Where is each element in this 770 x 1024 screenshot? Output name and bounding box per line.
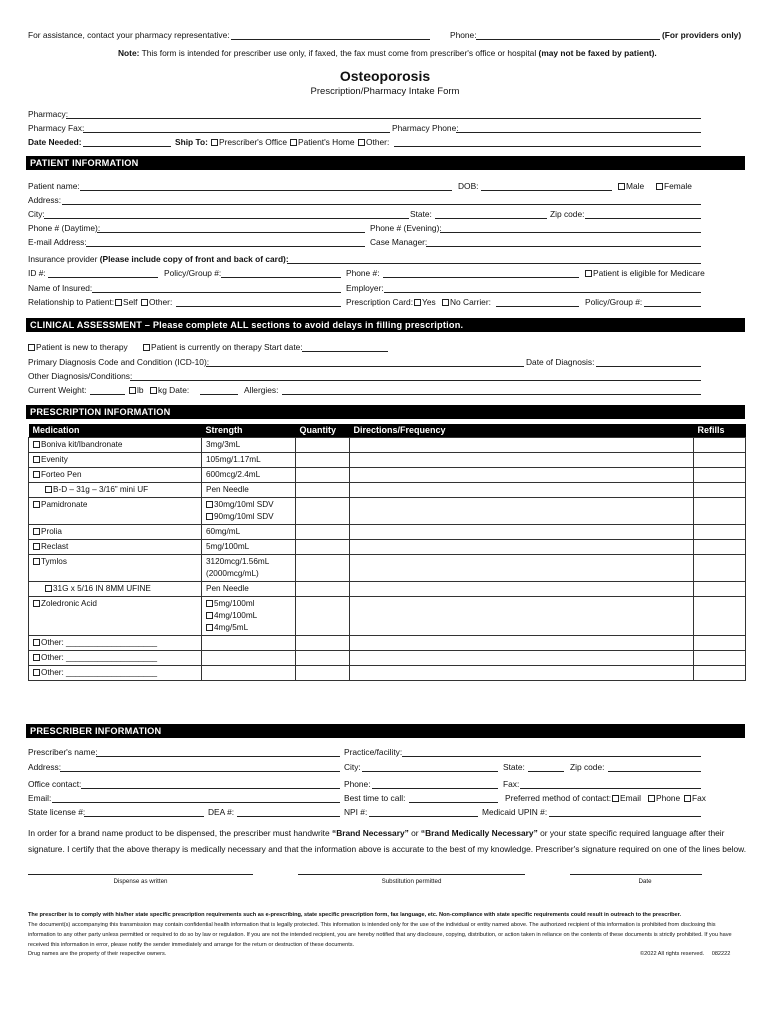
checkbox-icon[interactable] <box>206 513 213 520</box>
dx-date-label: Date of Diagnosis: <box>526 357 595 367</box>
directions-cell[interactable] <box>350 437 694 452</box>
strength-cell <box>202 554 296 581</box>
directions-cell[interactable] <box>350 596 694 635</box>
col-strength: Strength <box>202 424 296 437</box>
medication-row <box>29 437 746 452</box>
medication-cell[interactable] <box>29 650 202 665</box>
checkbox-icon[interactable] <box>28 344 35 351</box>
refills-cell[interactable] <box>694 596 746 635</box>
prescriber-name-label: Prescriber's name: <box>28 747 98 757</box>
medication-name: Prolia <box>41 526 62 536</box>
medication-name: Forteo Pen <box>41 469 82 479</box>
strength-value: 90mg/10ml SDV <box>214 511 274 521</box>
rx-card-label: Prescription Card: <box>346 297 414 307</box>
medication-cell[interactable] <box>29 497 202 524</box>
strength-cell <box>202 482 296 497</box>
refills-cell[interactable] <box>694 581 746 596</box>
strength-value: 5mg/100ml <box>214 598 255 608</box>
policy2-label: Policy/Group #: <box>585 297 643 307</box>
copyright: ©2022 All rights reserved. 082222 <box>640 951 731 957</box>
strength-option <box>206 454 291 466</box>
strength-value: Pen Needle <box>206 583 249 593</box>
medication-name: B-D – 31g – 3/16” mini UF <box>53 484 149 494</box>
quantity-cell[interactable] <box>296 596 350 635</box>
checkbox-icon[interactable] <box>206 624 213 631</box>
quantity-cell[interactable] <box>296 539 350 554</box>
strength-option <box>206 568 291 580</box>
medication-name: Other: ____________________ <box>41 652 158 662</box>
prescriber-phone-label: Phone: <box>344 779 371 789</box>
primary-dx-field[interactable] <box>206 366 524 367</box>
medication-cell[interactable] <box>29 635 202 650</box>
patient-name-field[interactable] <box>80 190 452 191</box>
strength-value: 600mcg/2.4mL <box>206 469 261 479</box>
checkbox-icon[interactable] <box>33 654 40 661</box>
ship-other-option[interactable]: Other: <box>358 137 389 147</box>
phone-eve-field[interactable] <box>440 232 701 233</box>
directions-cell[interactable] <box>350 524 694 539</box>
medication-row <box>29 497 746 524</box>
medication-cell[interactable] <box>29 539 202 554</box>
dispense-label: Dispense as written <box>113 878 168 885</box>
prescriber-email-label: Email: <box>28 793 52 803</box>
refills-cell[interactable] <box>694 650 746 665</box>
quantity-cell[interactable] <box>296 665 350 680</box>
checkbox-icon[interactable] <box>143 344 150 351</box>
medication-name: Zoledronic Acid <box>41 598 97 608</box>
prescriber-state-field[interactable] <box>528 771 564 772</box>
prescriber-section-header: PRESCRIBER INFORMATION <box>26 724 745 738</box>
id-field[interactable] <box>48 277 158 278</box>
pref-fax-option[interactable]: Fax <box>684 793 706 803</box>
office-contact-label: Office contact: <box>28 779 82 789</box>
strength-value: 4mg/100mL <box>214 610 258 620</box>
strength-option[interactable] <box>206 511 291 523</box>
office-contact-field[interactable] <box>81 788 340 789</box>
prescriber-state-label: State: <box>503 762 525 772</box>
assist-phone-label: Phone: <box>450 30 477 40</box>
self-option[interactable]: Self <box>115 297 137 307</box>
signature-date-label: Date <box>638 878 652 885</box>
quantity-cell[interactable] <box>296 497 350 524</box>
refills-cell[interactable] <box>694 665 746 680</box>
strength-cell <box>202 467 296 482</box>
prescriber-fax-field[interactable] <box>520 788 701 789</box>
other-dx-field[interactable] <box>130 380 701 381</box>
directions-cell[interactable] <box>350 467 694 482</box>
checkbox-icon[interactable] <box>33 669 40 676</box>
checkbox-icon[interactable] <box>442 299 449 306</box>
medication-row <box>29 467 746 482</box>
primary-dx-label: Primary Diagnosis Code and Condition (ICD-10): <box>28 357 210 367</box>
pharmacy-label: Pharmacy: <box>28 109 69 119</box>
page-subtitle: Prescription/Pharmacy Intake Form <box>310 86 460 97</box>
refills-cell[interactable] <box>694 524 746 539</box>
strength-cell <box>202 437 296 452</box>
checkbox-icon[interactable] <box>129 387 136 394</box>
medication-row <box>29 635 746 650</box>
dob-field[interactable] <box>481 190 612 191</box>
weight-field[interactable] <box>90 394 125 395</box>
checkbox-icon[interactable] <box>206 501 213 508</box>
medication-cell[interactable] <box>29 665 202 680</box>
checkbox-icon[interactable] <box>684 795 691 802</box>
patient-state-field[interactable] <box>435 218 547 219</box>
relationship-label: Relationship to Patient: <box>28 297 115 307</box>
case-manager-label: Case Manager: <box>370 237 428 247</box>
note-bold: (may not be faxed by patient). <box>538 48 657 58</box>
checkbox-icon[interactable] <box>33 471 40 478</box>
relationship-other-field[interactable] <box>176 306 341 307</box>
col-refills: Refills <box>694 424 746 437</box>
prescription-header-row <box>29 424 746 437</box>
pharmacy-phone-label: Pharmacy Phone: <box>392 123 459 133</box>
note-text: This form is intended for prescriber use only, if faxed, the fax must come from prescriber's office or hospital <box>141 48 537 58</box>
patient-address-field[interactable] <box>62 204 701 205</box>
current-therapy-option[interactable]: Patient is currently on therapy <box>143 342 262 352</box>
signature-date-line[interactable] <box>570 874 702 875</box>
checkbox-icon[interactable] <box>612 795 619 802</box>
strength-option <box>206 439 291 451</box>
medicaid-field[interactable] <box>549 816 701 817</box>
checkbox-icon[interactable] <box>290 139 297 146</box>
confidentiality-notice: The document(s) accompanying this transmission may contain confidential health information that is legally protected. This information is intended only for the use of the individual or entity named above. The authorized recipient of this information is prohibited from disclosing this information to any other party unless permitted or required to do so by law or regulation. If you are not the intended recipient, you are hereby notified that any disclosure, copying, distribution, or action taken in reliance on the contents of these documents is strictly prohibited. If you have received this information in error, please notify the sender immediately and arrange for the return or destruction of these documents. <box>28 922 732 948</box>
prescription-table <box>28 424 746 681</box>
providers-only: (For providers only) <box>662 30 742 40</box>
checkbox-icon[interactable] <box>33 528 40 535</box>
checkbox-icon[interactable] <box>33 456 40 463</box>
directions-cell[interactable] <box>350 650 694 665</box>
refills-cell[interactable] <box>694 497 746 524</box>
refills-cell[interactable] <box>694 635 746 650</box>
medication-name: Evenity <box>41 454 68 464</box>
phone-eve-label: Phone # (Evening): <box>370 223 442 233</box>
checkbox-icon[interactable] <box>585 270 592 277</box>
checkbox-icon[interactable] <box>358 139 365 146</box>
strength-value: 60mg/mL <box>206 526 241 536</box>
quantity-cell[interactable] <box>296 650 350 665</box>
relationship-other-option[interactable]: Other: <box>141 297 172 307</box>
patient-state-label: State: <box>410 209 432 219</box>
checkbox-icon[interactable] <box>206 612 213 619</box>
insurance-phone-field[interactable] <box>383 277 579 278</box>
practice-field[interactable] <box>402 756 701 757</box>
policy-field[interactable] <box>221 277 341 278</box>
policy-label: Policy/Group #: <box>164 268 222 278</box>
best-time-label: Best time to call: <box>344 793 406 803</box>
dispense-signature-line[interactable] <box>28 874 253 875</box>
refills-cell[interactable] <box>694 482 746 497</box>
practice-label: Practice/facility: <box>344 747 403 757</box>
employer-label: Employer: <box>346 283 384 293</box>
allergies-label: Allergies: <box>244 385 279 395</box>
patient-zip-label: Zip code: <box>550 209 585 219</box>
date-needed-label: Date Needed: <box>28 137 82 147</box>
strength-value: (2000mcg/mL) <box>206 568 259 578</box>
state-license-field[interactable] <box>84 816 204 817</box>
kg-option[interactable]: kg Date: <box>150 385 189 395</box>
ship-other-field[interactable] <box>394 146 701 147</box>
prescriber-city-label: City: <box>344 762 361 772</box>
quantity-cell[interactable] <box>296 482 350 497</box>
medication-row <box>29 650 746 665</box>
strength-option <box>206 526 291 538</box>
quantity-cell[interactable] <box>296 581 350 596</box>
pharmacy-fax-label: Pharmacy Fax: <box>28 123 85 133</box>
patient-address-label: Address: <box>28 195 62 205</box>
quantity-cell[interactable] <box>296 467 350 482</box>
quantity-cell[interactable] <box>296 452 350 467</box>
medication-name: Other: ____________________ <box>41 667 158 677</box>
patient-zip-field[interactable] <box>585 218 701 219</box>
medication-cell[interactable] <box>29 524 202 539</box>
refills-cell[interactable] <box>694 467 746 482</box>
page-title: Osteoporosis <box>339 68 431 84</box>
checkbox-icon[interactable] <box>211 139 218 146</box>
prescriber-address-label: Address: <box>28 762 62 772</box>
quantity-cell[interactable] <box>296 554 350 581</box>
checkbox-icon[interactable] <box>33 501 40 508</box>
weight-date-field[interactable] <box>200 394 238 395</box>
strength-cell <box>202 596 296 635</box>
strength-value: 105mg/1.17mL <box>206 454 261 464</box>
email-label: E-mail Address: <box>28 237 87 247</box>
refills-cell[interactable] <box>694 539 746 554</box>
refills-cell[interactable] <box>694 452 746 467</box>
directions-cell[interactable] <box>350 452 694 467</box>
medicare-option[interactable]: Patient is eligible for Medicare <box>585 268 705 278</box>
strength-value: 3120mcg/1.56mL <box>206 556 270 566</box>
strength-cell <box>202 524 296 539</box>
preferred-contact-label: Preferred method of contact: <box>505 793 612 803</box>
state-license-label: State license #: <box>28 807 86 817</box>
prescriber-email-field[interactable] <box>52 802 340 803</box>
compliance-notice: The prescriber is to comply with his/her state specific prescription requirements such as e-prescribing, state specific prescription form, fax language, etc. Non-compliance with state specific requirements could result in outreach to the prescriber. <box>28 912 682 918</box>
assist-label: For assistance, contact your pharmacy representative: <box>28 30 230 40</box>
patient-name-label: Patient name: <box>28 181 80 191</box>
npi-label: NPI #: <box>344 807 368 817</box>
col-directions: Directions/Frequency <box>350 424 694 437</box>
checkbox-icon[interactable] <box>33 600 40 607</box>
policy2-field[interactable] <box>644 306 701 307</box>
dob-label: DOB: <box>458 181 479 191</box>
medication-name: Pamidronate <box>41 499 88 509</box>
insurance-phone-label: Phone #: <box>346 268 380 278</box>
prescriber-city-field[interactable] <box>362 771 498 772</box>
medication-name: 31G x 5/16 IN 8MM UFINE <box>53 583 151 593</box>
pharmacy-field[interactable] <box>66 118 701 119</box>
strength-value: 5mg/100mL <box>206 541 250 551</box>
dea-field[interactable] <box>237 816 340 817</box>
medication-cell[interactable] <box>29 467 202 482</box>
checkbox-icon[interactable] <box>45 585 52 592</box>
col-medication: Medication <box>29 424 202 437</box>
medication-row <box>29 482 746 497</box>
note-label: Note: <box>118 48 140 58</box>
substitution-label: Substitution permitted <box>381 878 442 885</box>
medication-cell[interactable] <box>29 554 202 581</box>
medication-row <box>29 554 746 581</box>
checkbox-icon[interactable] <box>414 299 421 306</box>
medication-cell[interactable] <box>29 437 202 452</box>
ship-to-label: Ship To: <box>175 137 208 147</box>
allergies-field[interactable] <box>282 394 701 395</box>
insurance-provider-field[interactable] <box>287 263 701 264</box>
checkbox-icon[interactable] <box>33 441 40 448</box>
checkbox-icon[interactable] <box>33 639 40 646</box>
col-quantity: Quantity <box>296 424 350 437</box>
quantity-cell[interactable] <box>296 437 350 452</box>
quantity-cell[interactable] <box>296 635 350 650</box>
strength-option[interactable] <box>206 610 291 622</box>
directions-cell[interactable] <box>350 554 694 581</box>
ship-prescriber-option[interactable]: Prescriber's Office <box>211 137 287 147</box>
pref-email-option[interactable]: Email <box>612 793 641 803</box>
strength-cell <box>202 581 296 596</box>
directions-cell[interactable] <box>350 665 694 680</box>
lb-option[interactable]: lb <box>129 385 144 395</box>
strength-value: 4mg/5mL <box>214 622 249 632</box>
prescriber-zip-field[interactable] <box>608 771 701 772</box>
substitution-signature-line[interactable] <box>298 874 525 875</box>
case-manager-field[interactable] <box>426 246 701 247</box>
strength-option <box>206 556 291 568</box>
start-date-label: Start date: <box>264 342 303 352</box>
prescription-section-header: PRESCRIPTION INFORMATION <box>26 405 745 419</box>
prescriber-address-field[interactable] <box>60 771 340 772</box>
directions-cell[interactable] <box>350 581 694 596</box>
medication-cell[interactable] <box>29 482 202 497</box>
refills-cell[interactable] <box>694 554 746 581</box>
new-therapy-option[interactable]: Patient is new to therapy <box>28 342 128 352</box>
checkbox-icon[interactable] <box>648 795 655 802</box>
male-option[interactable]: Male <box>618 181 644 191</box>
refills-cell[interactable] <box>694 437 746 452</box>
strength-option <box>206 583 291 595</box>
insured-label: Name of Insured: <box>28 283 93 293</box>
directions-cell[interactable] <box>350 497 694 524</box>
employer-field[interactable] <box>384 292 701 293</box>
checkbox-icon[interactable] <box>141 299 148 306</box>
patient-city-field[interactable] <box>44 218 409 219</box>
brand-instructions: In order for a brand name product to be dispensed, the prescriber must handwrite “Brand Necessary” or “Brand Medically Necessary” or your state specific required language after their <box>28 828 725 838</box>
strength-option[interactable] <box>206 622 291 634</box>
no-carrier-option[interactable]: No Carrier: <box>442 297 491 307</box>
directions-cell[interactable] <box>350 482 694 497</box>
female-option[interactable]: Female <box>656 181 692 191</box>
medication-name: Reclast <box>41 541 69 551</box>
checkbox-icon[interactable] <box>150 387 157 394</box>
id-label: ID #: <box>28 268 46 278</box>
strength-option[interactable] <box>206 598 291 610</box>
strength-cell <box>202 635 296 650</box>
checkbox-icon[interactable] <box>33 543 40 550</box>
checkbox-icon[interactable] <box>656 183 663 190</box>
pref-phone-option[interactable]: Phone <box>648 793 680 803</box>
rep-phone-line[interactable] <box>476 39 660 40</box>
dx-date-field[interactable] <box>596 366 701 367</box>
strength-value: 30mg/10ml SDV <box>214 499 274 509</box>
checkbox-icon[interactable] <box>33 558 40 565</box>
strength-value: 3mg/3mL <box>206 439 241 449</box>
medication-name: Tymlos <box>41 556 67 566</box>
quantity-cell[interactable] <box>296 524 350 539</box>
medicaid-label: Medicaid UPIN #: <box>482 807 548 817</box>
ship-home-option[interactable]: Patient's Home <box>290 137 355 147</box>
weight-label: Current Weight: <box>28 385 87 395</box>
strength-cell <box>202 539 296 554</box>
other-dx-label: Other Diagnosis/Conditions: <box>28 371 133 381</box>
prescriber-fax-label: Fax: <box>503 779 520 789</box>
prescriber-zip-label: Zip code: <box>570 762 605 772</box>
dea-label: DEA #: <box>208 807 235 817</box>
checkbox-icon[interactable] <box>206 600 213 607</box>
insured-field[interactable] <box>92 292 341 293</box>
medication-row <box>29 596 746 635</box>
email-field[interactable] <box>86 246 365 247</box>
medication-name: Boniva kit/Ibandronate <box>41 439 123 449</box>
strength-cell <box>202 497 296 524</box>
phone-day-field[interactable] <box>97 232 365 233</box>
strength-option[interactable] <box>206 499 291 511</box>
checkbox-icon[interactable] <box>115 299 122 306</box>
medication-row <box>29 452 746 467</box>
clinical-section-header: CLINICAL ASSESSMENT – Please complete ALL sections to avoid delays in filling prescription. <box>26 318 745 332</box>
medication-row <box>29 665 746 680</box>
medication-row <box>29 581 746 596</box>
start-date-field[interactable] <box>302 351 388 352</box>
npi-field[interactable] <box>369 816 478 817</box>
strength-cell <box>202 650 296 665</box>
directions-cell[interactable] <box>350 635 694 650</box>
note-line <box>118 48 657 58</box>
medication-cell[interactable] <box>29 581 202 596</box>
strength-option <box>206 541 291 553</box>
medication-row <box>29 524 746 539</box>
patient-section-header: PATIENT INFORMATION <box>26 156 745 170</box>
directions-cell[interactable] <box>350 539 694 554</box>
prescriber-name-field[interactable] <box>96 756 340 757</box>
insurance-provider-label: Insurance provider (Please include copy of front and back of card): <box>28 254 289 264</box>
strength-cell <box>202 452 296 467</box>
medication-cell[interactable] <box>29 452 202 467</box>
no-carrier-field[interactable] <box>496 306 579 307</box>
pharmacy-fax-field[interactable] <box>83 132 390 133</box>
medication-row <box>29 539 746 554</box>
rep-name-line[interactable] <box>231 39 430 40</box>
checkbox-icon[interactable] <box>618 183 625 190</box>
drug-names-notice: Drug names are the property of their respective owners. <box>28 951 167 957</box>
date-needed-field[interactable] <box>83 146 171 147</box>
strength-option <box>206 484 291 496</box>
medication-name: Other: ____________________ <box>41 637 158 647</box>
prescriber-phone-field[interactable] <box>372 788 498 789</box>
best-time-field[interactable] <box>409 802 498 803</box>
strength-cell <box>202 665 296 680</box>
strength-option <box>206 469 291 481</box>
rx-card-yes-option[interactable]: Yes <box>414 297 436 307</box>
phone-day-label: Phone # (Daytime): <box>28 223 101 233</box>
checkbox-icon[interactable] <box>45 486 52 493</box>
certification-text: signature. I certify that the above therapy is medically necessary and that the information above is accurate to the best of my knowledge. Prescriber's signature required on one of the lines below. <box>28 844 747 854</box>
patient-city-label: City: <box>28 209 45 219</box>
strength-value: Pen Needle <box>206 484 249 494</box>
medication-cell[interactable] <box>29 596 202 635</box>
pharmacy-phone-field[interactable] <box>456 132 701 133</box>
